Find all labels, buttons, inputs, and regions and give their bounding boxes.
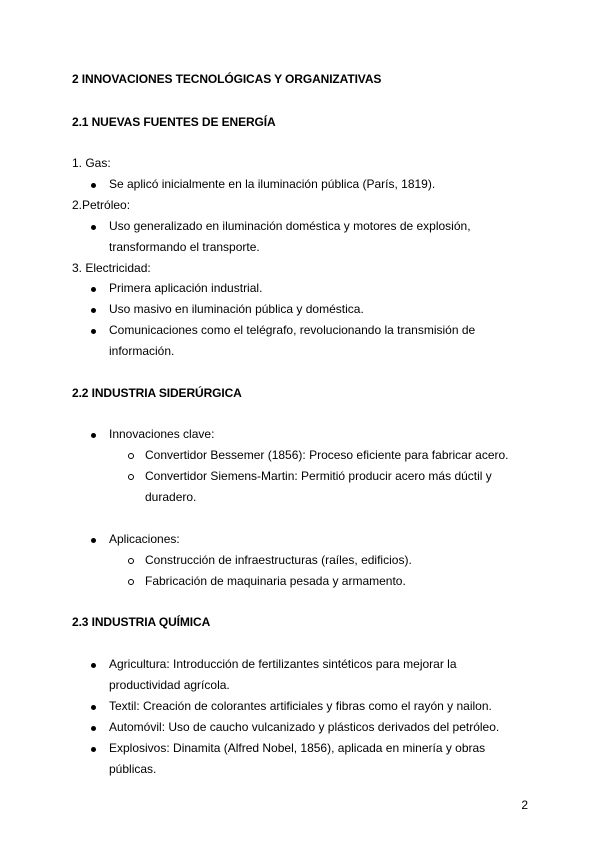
section-heading-2-1: 2.1 NUEVAS FUENTES DE ENERGÍA <box>72 115 276 129</box>
list-label-petroleo: 2.Petróleo: <box>72 198 131 212</box>
bullet-dot-icon <box>91 329 96 334</box>
list-item: Innovaciones clave: <box>109 427 215 441</box>
bullet-dot-icon <box>91 663 96 668</box>
list-label-electricidad: 3. Electricidad: <box>72 261 151 275</box>
sub-list-item: Convertidor Siemens-Martin: Permitió producir acero más dúctil y <box>145 469 492 483</box>
bullet-dot-icon <box>91 225 96 230</box>
bullet-dot-icon <box>91 747 96 752</box>
page-number: 2 <box>521 798 528 812</box>
bullet-dot-icon <box>91 433 96 438</box>
list-item: Comunicaciones como el telégrafo, revolucionando la transmisión de <box>109 323 476 337</box>
bullet-dot-icon <box>91 308 96 313</box>
section-heading-2-2: 2.2 INDUSTRIA SIDERÚRGICA <box>72 386 242 400</box>
list-item: Textil: Creación de colorantes artificiales y fibras como el rayón y nailon. <box>109 699 492 713</box>
bullet-circle-icon <box>128 579 134 585</box>
list-item-continuation: públicas. <box>109 762 157 776</box>
document-title: 2 INNOVACIONES TECNOLÓGICAS Y ORGANIZATIVAS <box>72 72 382 86</box>
bullet-dot-icon <box>91 726 96 731</box>
bullet-circle-icon <box>128 474 134 480</box>
list-item: Aplicaciones: <box>109 532 180 546</box>
list-item: Uso generalizado en iluminación doméstica y motores de explosión, <box>109 219 471 233</box>
bullet-dot-icon <box>91 538 96 543</box>
list-item: Uso masivo en iluminación pública y doméstica. <box>109 302 364 316</box>
list-item: Automóvil: Uso de caucho vulcanizado y plásticos derivados del petróleo. <box>109 720 500 734</box>
sub-list-item: Convertidor Bessemer (1856): Proceso eficiente para fabricar acero. <box>145 448 509 462</box>
bullet-dot-icon <box>91 705 96 710</box>
list-item-continuation: transformando el transporte. <box>109 240 260 254</box>
bullet-circle-icon <box>128 453 134 459</box>
bullet-circle-icon <box>128 558 134 564</box>
list-label-gas: 1. Gas: <box>72 156 111 170</box>
section-heading-2-3: 2.3 INDUSTRIA QUÍMICA <box>72 615 211 629</box>
sub-list-item: Construcción de infraestructuras (raíles, edificios). <box>145 553 412 567</box>
bullet-dot-icon <box>91 287 96 292</box>
list-item: Agricultura: Introducción de fertilizantes sintéticos para mejorar la <box>109 657 457 671</box>
list-item: Explosivos: Dinamita (Alfred Nobel, 1856), aplicada en minería y obras <box>109 741 486 755</box>
list-item-continuation: productividad agrícola. <box>109 678 230 692</box>
bullet-dot-icon <box>91 183 96 188</box>
sub-list-item: Fabricación de maquinaria pesada y armamento. <box>145 574 406 588</box>
sub-list-item-continuation: duradero. <box>145 490 197 504</box>
list-item: Se aplicó inicialmente en la iluminación pública (París, 1819). <box>109 177 436 191</box>
list-item-continuation: información. <box>109 344 175 358</box>
list-item: Primera aplicación industrial. <box>109 281 263 295</box>
